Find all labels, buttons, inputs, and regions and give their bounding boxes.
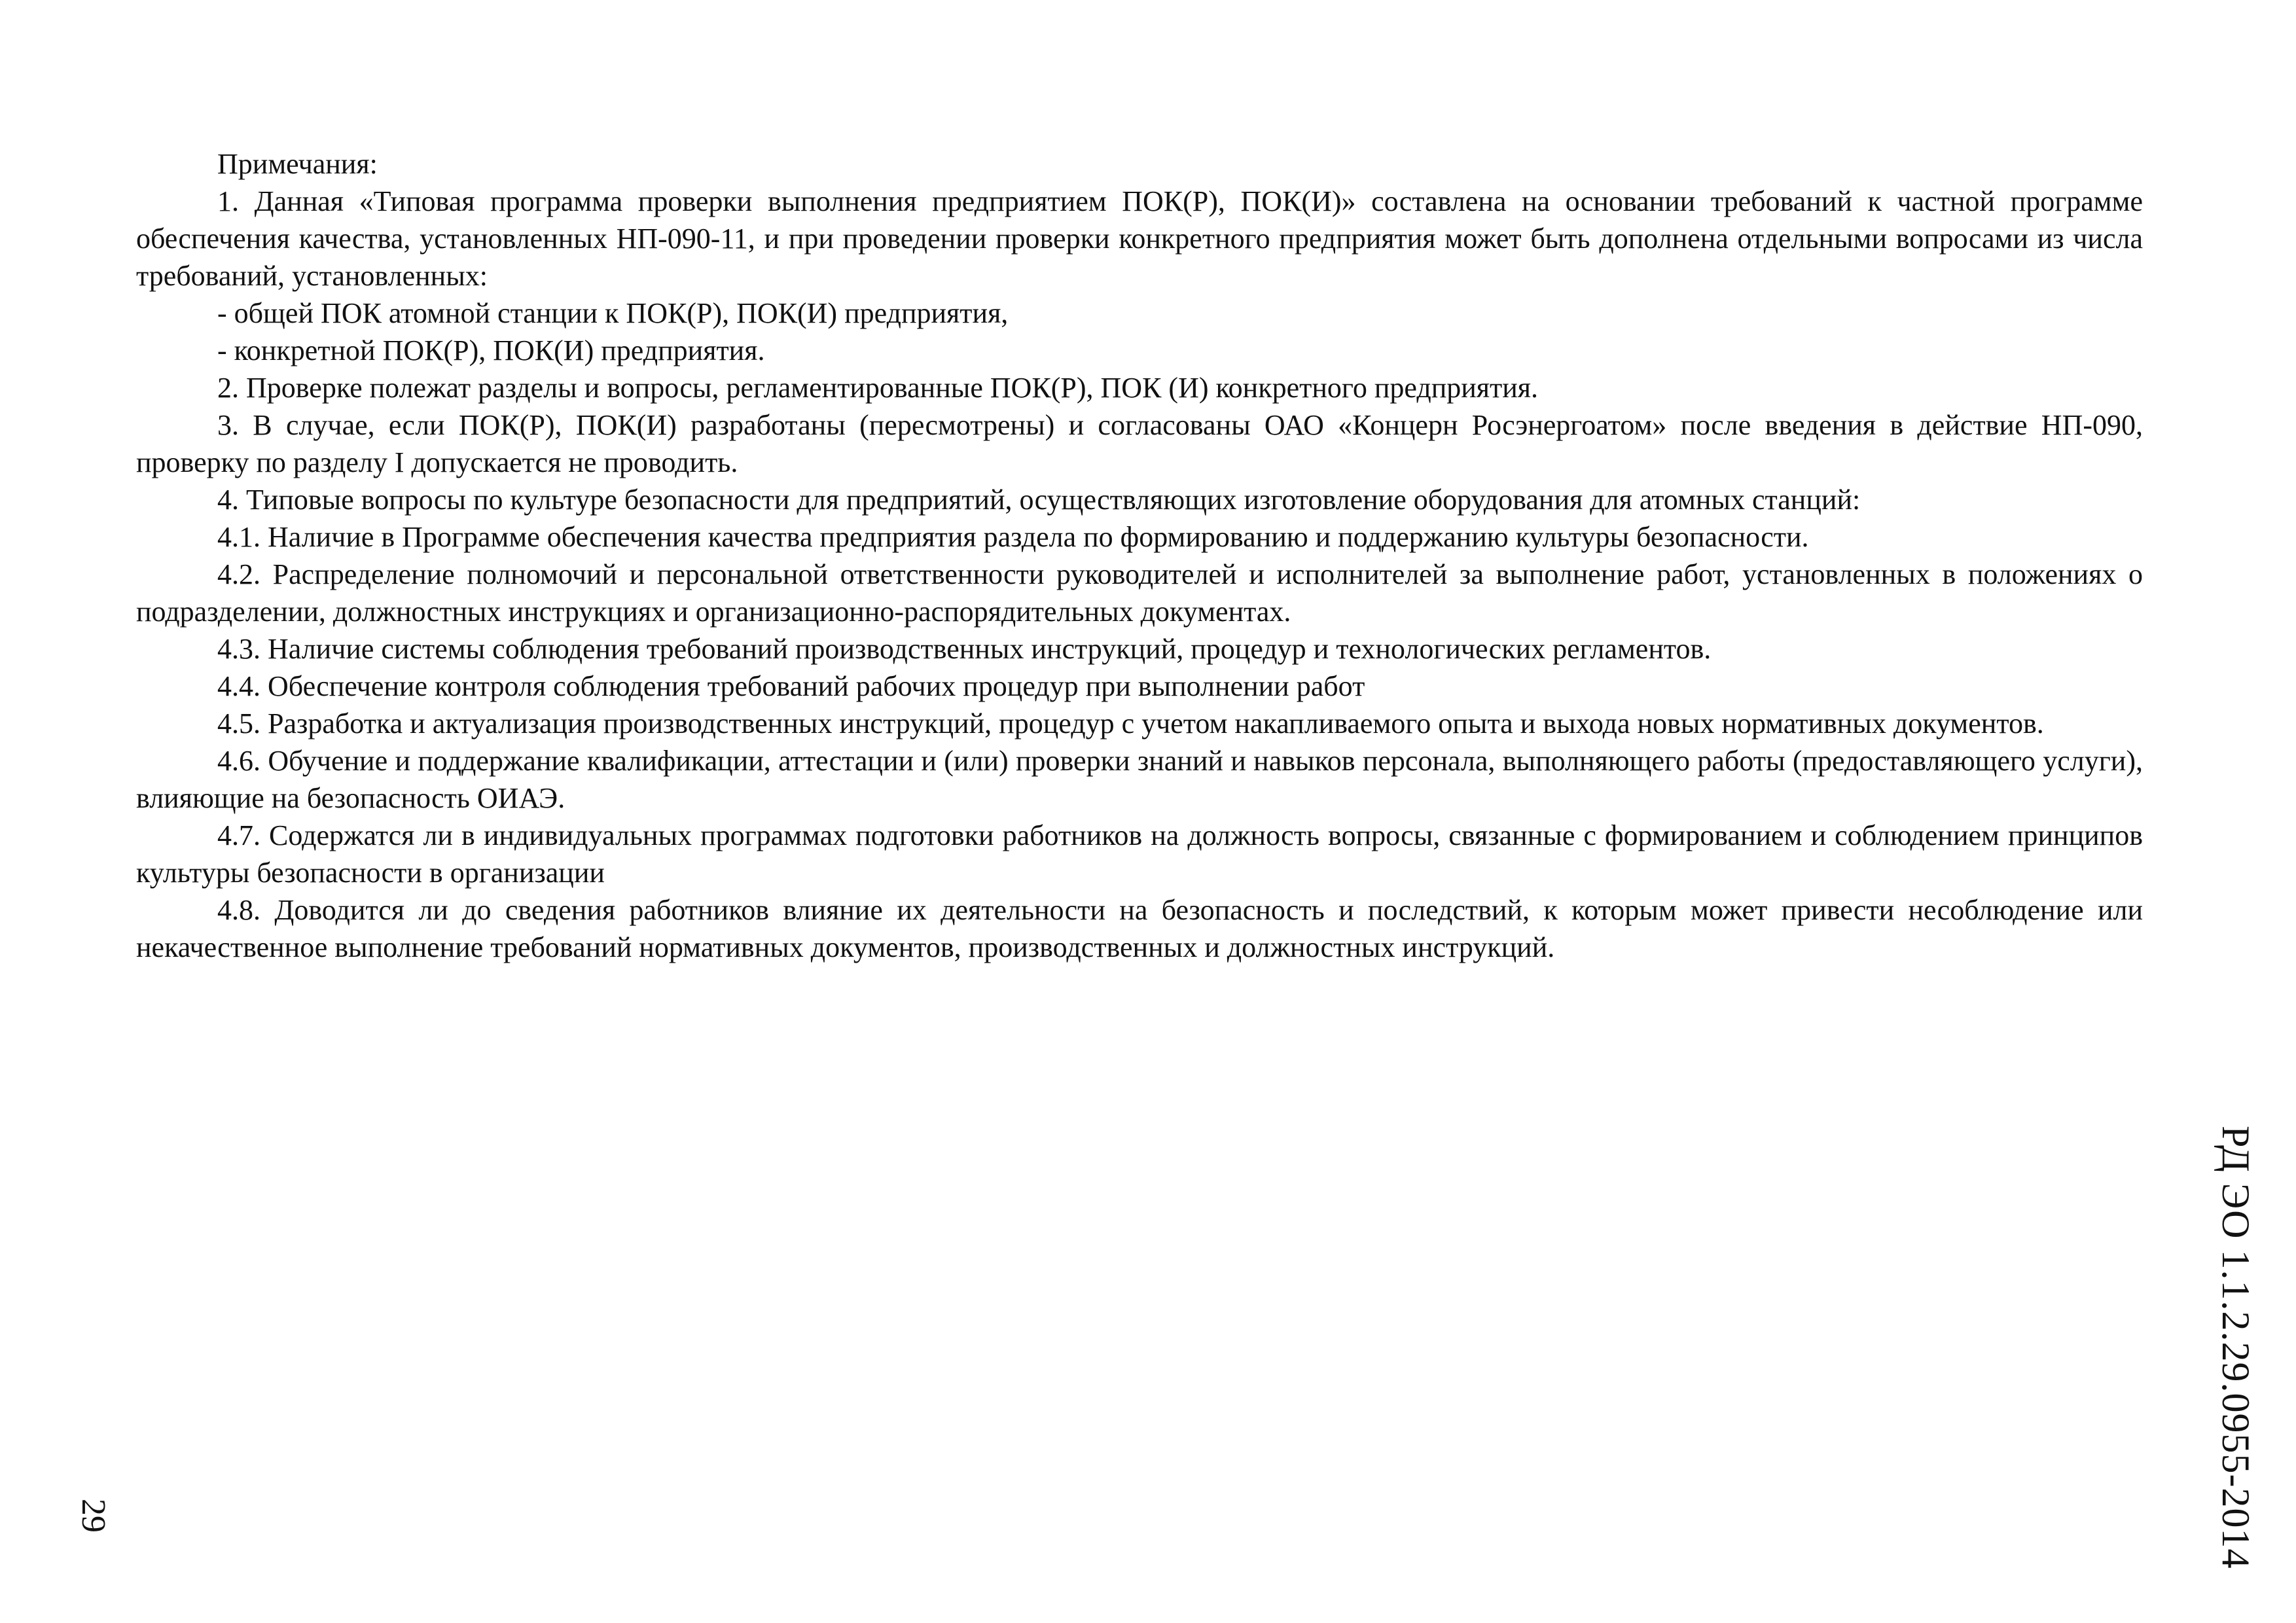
page-number: 29 <box>75 1499 112 1533</box>
note-4-7: 4.7. Содержатся ли в индивидуальных программах подготовки работников на должность вопросы, связанные с формированием и соблюдением принципов культуры безопасности в организации <box>136 819 2143 889</box>
note-4-5: 4.5. Разработка и актуализация производственных инструкций, процедур с учетом накапливаемого опыта и выхода новых нормативных документов. <box>217 707 2044 740</box>
note-1: 1. Данная «Типовая программа проверки выполнения предприятием ПОК(Р), ПОК(И)» составлена на основании требований к частной программе обеспечения качества, установленных НП-090-11, и при проведении проверки конкретного предприятия может быть дополнена отдельными вопросами из числа требований, установленных: <box>136 185 2143 292</box>
note-1-item-general: - общей ПОК атомной станции к ПОК(Р), ПОК(И) предприятия, <box>217 297 1009 329</box>
note-4-8: 4.8. Доводится ли до сведения работников влияние их деятельности на безопасность и последствий, к которым может привести несоблюдение или некачественное выполнение требований нормативных документов, производственных и должностных инструкций. <box>136 894 2143 963</box>
document-code: РД ЭО 1.1.2.29.0955-2014 <box>2214 1126 2257 1569</box>
note-1-item-specific: - конкретной ПОК(Р), ПОК(И) предприятия. <box>217 334 765 366</box>
note-3: 3. В случае, если ПОК(Р), ПОК(И) разработаны (пересмотрены) и согласованы ОАО «Концерн Росэнергоатом» после введения в действие НП-090, проверку по разделу I допускается не проводить. <box>136 409 2143 478</box>
note-4: 4. Типовые вопросы по культуре безопасности для предприятий, осуществляющих изготовление оборудования для атомных станций: <box>217 484 1861 516</box>
note-4-1: 4.1. Наличие в Программе обеспечения качества предприятия раздела по формированию и поддержанию культуры безопасности. <box>217 521 1809 553</box>
note-4-6: 4.6. Обучение и поддержание квалификации, аттестации и (или) проверки знаний и навыков персонала, выполняющего работы (предоставляющего услуги), влияющие на безопасность ОИАЭ. <box>136 745 2143 814</box>
notes-title: Примечания: <box>217 148 378 180</box>
note-4-4: 4.4. Обеспечение контроля соблюдения требований рабочих процедур при выполнении работ <box>217 670 1365 702</box>
note-2: 2. Проверке полежат разделы и вопросы, регламентированные ПОК(Р), ПОК (И) конкретного предприятия. <box>217 372 1539 404</box>
note-4-3: 4.3. Наличие системы соблюдения требований производственных инструкций, процедур и технологических регламентов. <box>217 633 1712 665</box>
note-4-2: 4.2. Распределение полномочий и персональной ответственности руководителей и исполнителей за выполнение работ, установленных в положениях о подразделении, должностных инструкциях и организационно-распорядительных документах. <box>136 558 2143 628</box>
notes-section <box>136 145 2143 966</box>
